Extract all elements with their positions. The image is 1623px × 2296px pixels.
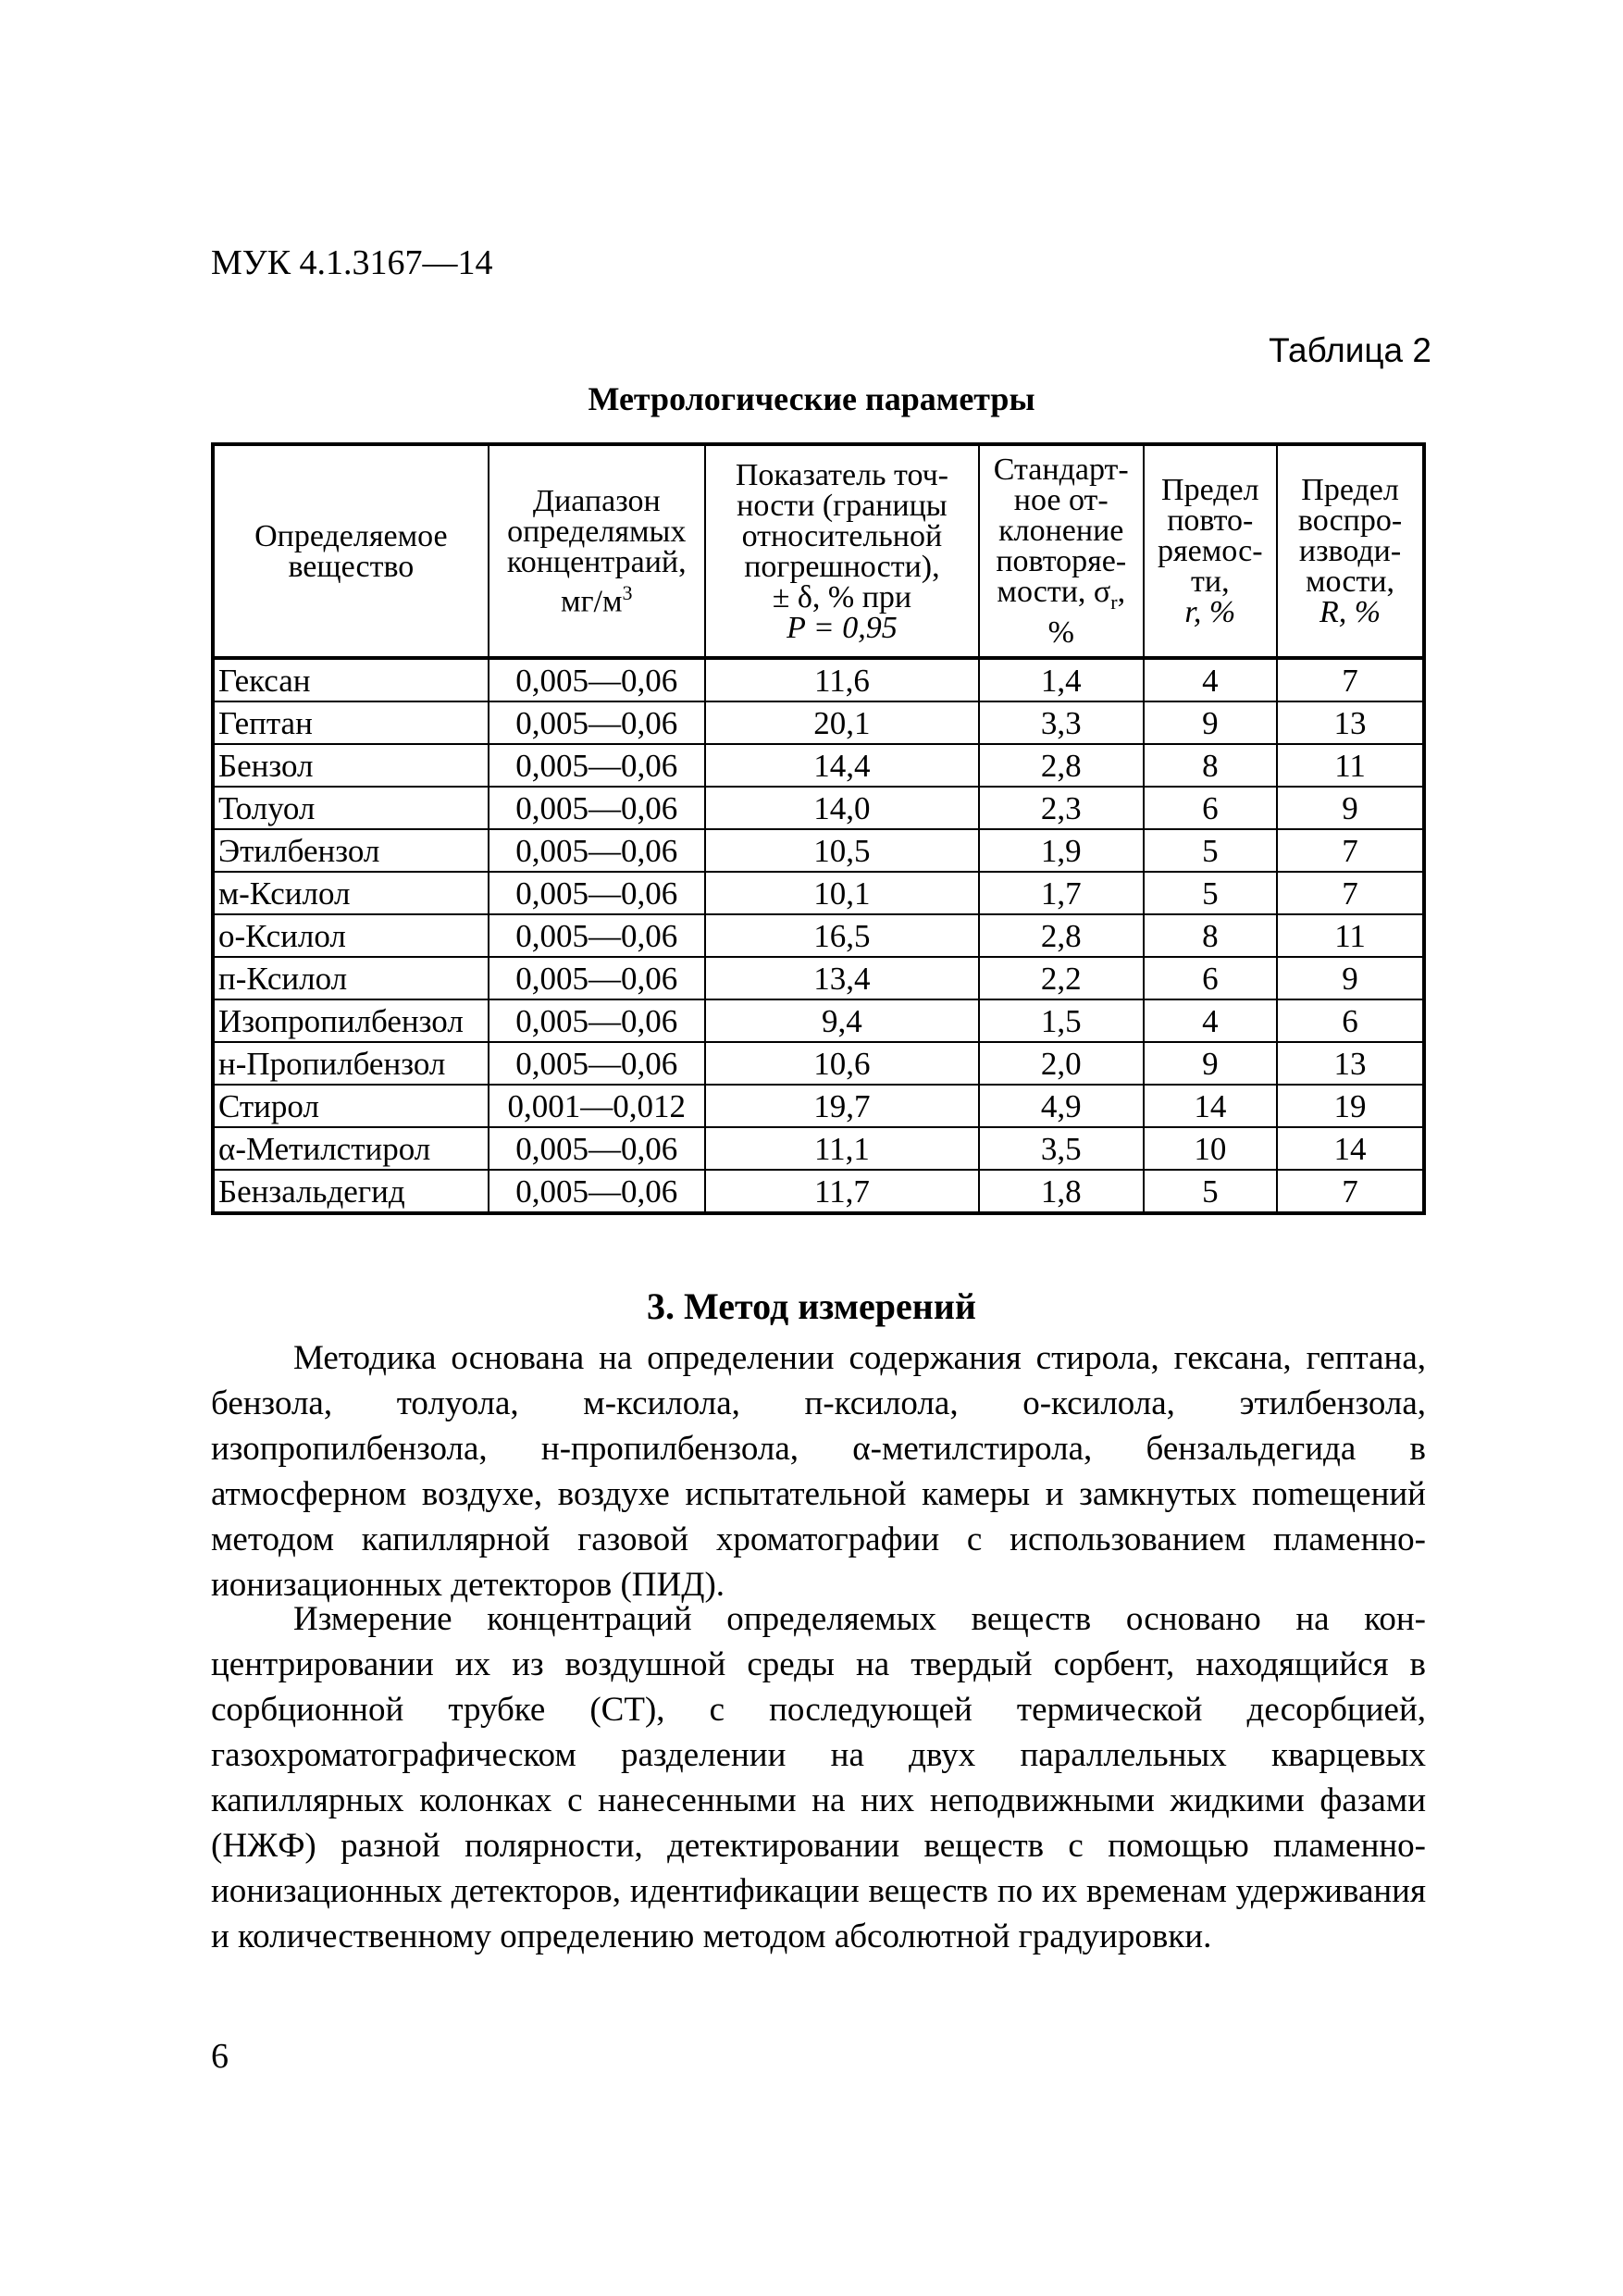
cell-std-deviation: 2,3 [979,787,1144,829]
cell-reproducibility: 7 [1277,658,1424,701]
cell-reproducibility: 13 [1277,701,1424,744]
cell-accuracy: 14,0 [705,787,979,829]
cell-range: 0,005—0,06 [489,914,705,957]
method-paragraph-2: Измерение концентраций определяемых веществ основано на концентрировании их из воздушной среды на твердый сорбент, находящийся в сорбционной трубке (СТ), с последующей термической десорбцией, газохроматографическом разделении на двух параллельных кварцевых капиллярных колонках с нанесенными на них неподвижными жидкими фазами (НЖФ) разной полярности, детектировании веществ с помощью пламенно-ионизационных детекторов, идентификации веществ по их временам удерживания и количественному определению методом абсолютной градуировки. [211,1600,1426,1955]
cell-substance: о-Ксилол [213,914,489,957]
document-code: МУК 4.1.3167—14 [211,243,493,282]
cell-range: 0,005—0,06 [489,829,705,872]
table-row [213,1042,1424,1085]
cell-reproducibility: 7 [1277,872,1424,914]
table-row [213,787,1424,829]
cell-substance: Гептан [213,701,489,744]
metrology-table [211,442,1426,1215]
cell-std-deviation: 2,8 [979,914,1144,957]
table-row [213,1127,1424,1170]
cell-range: 0,005—0,06 [489,872,705,914]
cell-std-deviation: 2,0 [979,1042,1144,1085]
cell-reproducibility: 9 [1277,957,1424,999]
cell-reproducibility: 6 [1277,999,1424,1042]
cell-repeatability: 4 [1144,999,1278,1042]
cell-std-deviation: 1,9 [979,829,1144,872]
cell-reproducibility: 9 [1277,787,1424,829]
cell-accuracy: 10,5 [705,829,979,872]
method-paragraph-1: Методика основана на определении содержания стирола, гексана, гептана, бензола, толуола, м-ксилола, п-ксилола, о-ксилола, этилбензола, изопропилбензола, н-пропилбензола, α-метилстирола, бензальдегида в атмосферном воздухе, воздухе испытательной камеры и замкнутых поmещений методом капиллярной газовой хроматографии с использованием пламенно-ионизационных детекторов (ПИД). [211,1339,1426,1604]
cell-accuracy: 20,1 [705,701,979,744]
cell-std-deviation: 1,8 [979,1170,1144,1213]
cell-repeatability: 9 [1144,1042,1278,1085]
header-repeatability: Предел повто- ряемос- ти, r, % [1144,444,1278,658]
cell-repeatability: 14 [1144,1085,1278,1127]
cell-reproducibility: 11 [1277,914,1424,957]
cell-range: 0,005—0,06 [489,957,705,999]
cell-reproducibility: 7 [1277,1170,1424,1213]
cell-range: 0,005—0,06 [489,744,705,787]
cell-range: 0,005—0,06 [489,658,705,701]
cell-reproducibility: 11 [1277,744,1424,787]
cell-accuracy: 10,1 [705,872,979,914]
cell-std-deviation: 1,4 [979,658,1144,701]
cell-accuracy: 13,4 [705,957,979,999]
table-row [213,1085,1424,1127]
cell-accuracy: 14,4 [705,744,979,787]
cell-repeatability: 4 [1144,658,1278,701]
cell-range: 0,005—0,06 [489,701,705,744]
cell-std-deviation: 3,5 [979,1127,1144,1170]
cell-substance: п-Ксилол [213,957,489,999]
cell-substance: Гексан [213,658,489,701]
cell-range: 0,005—0,06 [489,1042,705,1085]
cell-std-deviation: 3,3 [979,701,1144,744]
cell-substance: Стирол [213,1085,489,1127]
cell-repeatability: 5 [1144,829,1278,872]
header-range: Диапазон определямых концентраий, $мг/м^3$ [489,444,705,658]
table-row [213,1170,1424,1213]
cell-repeatability: 6 [1144,957,1278,999]
cell-accuracy: 16,5 [705,914,979,957]
cell-substance: Изопропилбензол [213,999,489,1042]
cell-range: 0,005—0,06 [489,1170,705,1213]
table-row [213,829,1424,872]
header-reproducibility: Предел воспро- изводи- мости, R, % [1277,444,1424,658]
table-title: Метрологические параметры [588,380,1035,417]
cell-range: 0,005—0,06 [489,787,705,829]
page-number: 6 [211,2037,229,2076]
cell-std-deviation: 4,9 [979,1085,1144,1127]
cell-accuracy: 11,7 [705,1170,979,1213]
table-header-row [213,444,1424,658]
cell-reproducibility: 7 [1277,829,1424,872]
cell-substance: Толуол [213,787,489,829]
cell-reproducibility: 19 [1277,1085,1424,1127]
header-accuracy: Показатель точ- ности (границы относительной погрешности), ± δ, % при P = 0,95 [705,444,979,658]
table-row [213,957,1424,999]
cell-accuracy: 11,6 [705,658,979,701]
section-title: 3. Метод измерений [647,1285,976,1327]
cell-repeatability: 9 [1144,701,1278,744]
cell-substance: Бензол [213,744,489,787]
cell-accuracy: 9,4 [705,999,979,1042]
cell-repeatability: 5 [1144,872,1278,914]
cell-accuracy: 11,1 [705,1127,979,1170]
table-row [213,658,1424,701]
cell-std-deviation: 1,5 [979,999,1144,1042]
cell-substance: Бензальдегид [213,1170,489,1213]
table-row [213,744,1424,787]
cell-std-deviation: 2,8 [979,744,1144,787]
cell-substance: м-Ксилол [213,872,489,914]
cell-range: 0,001—0,012 [489,1085,705,1127]
cell-accuracy: 10,6 [705,1042,979,1085]
cell-accuracy: 19,7 [705,1085,979,1127]
cell-range: 0,005—0,06 [489,1127,705,1170]
cell-range: 0,005—0,06 [489,999,705,1042]
cell-reproducibility: 13 [1277,1042,1424,1085]
table-row [213,872,1424,914]
cell-repeatability: 8 [1144,744,1278,787]
cell-repeatability: 6 [1144,787,1278,829]
cell-reproducibility: 14 [1277,1127,1424,1170]
table-label: Таблица 2 [1269,331,1431,369]
table-row [213,701,1424,744]
cell-repeatability: 5 [1144,1170,1278,1213]
cell-repeatability: 10 [1144,1127,1278,1170]
table-row [213,914,1424,957]
header-substance: Определяемое вещество [213,444,489,658]
cell-std-deviation: 2,2 [979,957,1144,999]
cell-substance: α-Метилстирол [213,1127,489,1170]
header-std-deviation: Стандарт- ное от- клонение повторяе- мости, $\sigma_r$, % [979,444,1144,658]
cell-std-deviation: 1,7 [979,872,1144,914]
cell-repeatability: 8 [1144,914,1278,957]
cell-substance: Этилбензол [213,829,489,872]
table-row [213,999,1424,1042]
cell-substance: н-Пропилбензол [213,1042,489,1085]
